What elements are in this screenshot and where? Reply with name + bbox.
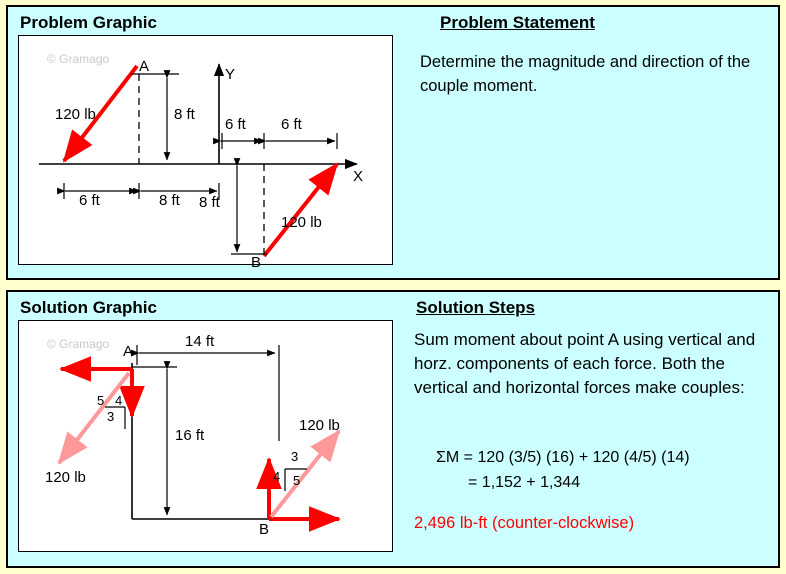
watermark-problem: © Gramago (47, 52, 110, 66)
label-dim-6ft-right-b: 6 ft (281, 116, 302, 133)
triangle-upper-hyp: 5 (97, 393, 105, 408)
solution-label-dim-14ft: 14 ft (185, 333, 215, 350)
solution-equation-line1: ΣM = 120 (3/5) (16) + 120 (4/5) (14) (436, 449, 690, 466)
solution-label-dim-16ft: 16 ft (175, 427, 205, 444)
solution-steps-text: Sum moment about point A using vertical and horz. components of each force. Both the vertical and horizontal forces make couples: (414, 330, 756, 398)
label-point-b: B (251, 254, 262, 271)
solution-steps-heading: Solution Steps (416, 298, 535, 317)
solution-graphic (18, 320, 393, 552)
solution-label-point-a: A (123, 343, 134, 360)
solution-equation-line2: = 1,152 + 1,344 (468, 474, 581, 491)
solution-graphic-heading: Solution Graphic (20, 298, 157, 317)
label-axis-x: X (353, 168, 364, 185)
label-force-left: 120 lb (55, 106, 96, 123)
label-dim-6ft-left: 6 ft (79, 192, 100, 209)
label-force-right: 120 lb (281, 214, 322, 231)
label-point-a: A (139, 58, 150, 75)
problem-statement-text: Determine the magnitude and direction of the couple moment. (420, 53, 751, 95)
triangle-lower-vert: 4 (273, 469, 281, 484)
label-dim-8ft-left: 8 ft (159, 192, 180, 209)
triangle-lower-hyp: 5 (293, 473, 301, 488)
solution-label-point-b: B (259, 521, 270, 538)
solution-label-force-lower: 120 lb (45, 469, 86, 486)
label-dim-8ft-bottom: 8 ft (199, 194, 220, 211)
problem-statement-heading: Problem Statement (440, 13, 595, 32)
triangle-upper-vert: 4 (115, 393, 123, 408)
problem-graphic (18, 35, 393, 271)
problem-panel (6, 5, 780, 280)
label-dim-6ft-right-a: 6 ft (225, 116, 246, 133)
label-axis-y: Y (225, 66, 236, 83)
solution-panel (6, 290, 780, 568)
solution-answer: 2,496 lb-ft (counter-clockwise) (414, 514, 635, 532)
watermark-solution: © Gramago (47, 337, 110, 351)
problem-diagram-svg (19, 36, 394, 266)
triangle-upper-horz: 3 (107, 409, 115, 424)
problem-graphic-heading: Problem Graphic (20, 13, 157, 32)
label-dim-8ft-top: 8 ft (174, 106, 195, 123)
solution-diagram-svg (19, 321, 394, 553)
solution-label-force-upper: 120 lb (299, 417, 340, 434)
triangle-lower-horz: 3 (291, 449, 299, 464)
